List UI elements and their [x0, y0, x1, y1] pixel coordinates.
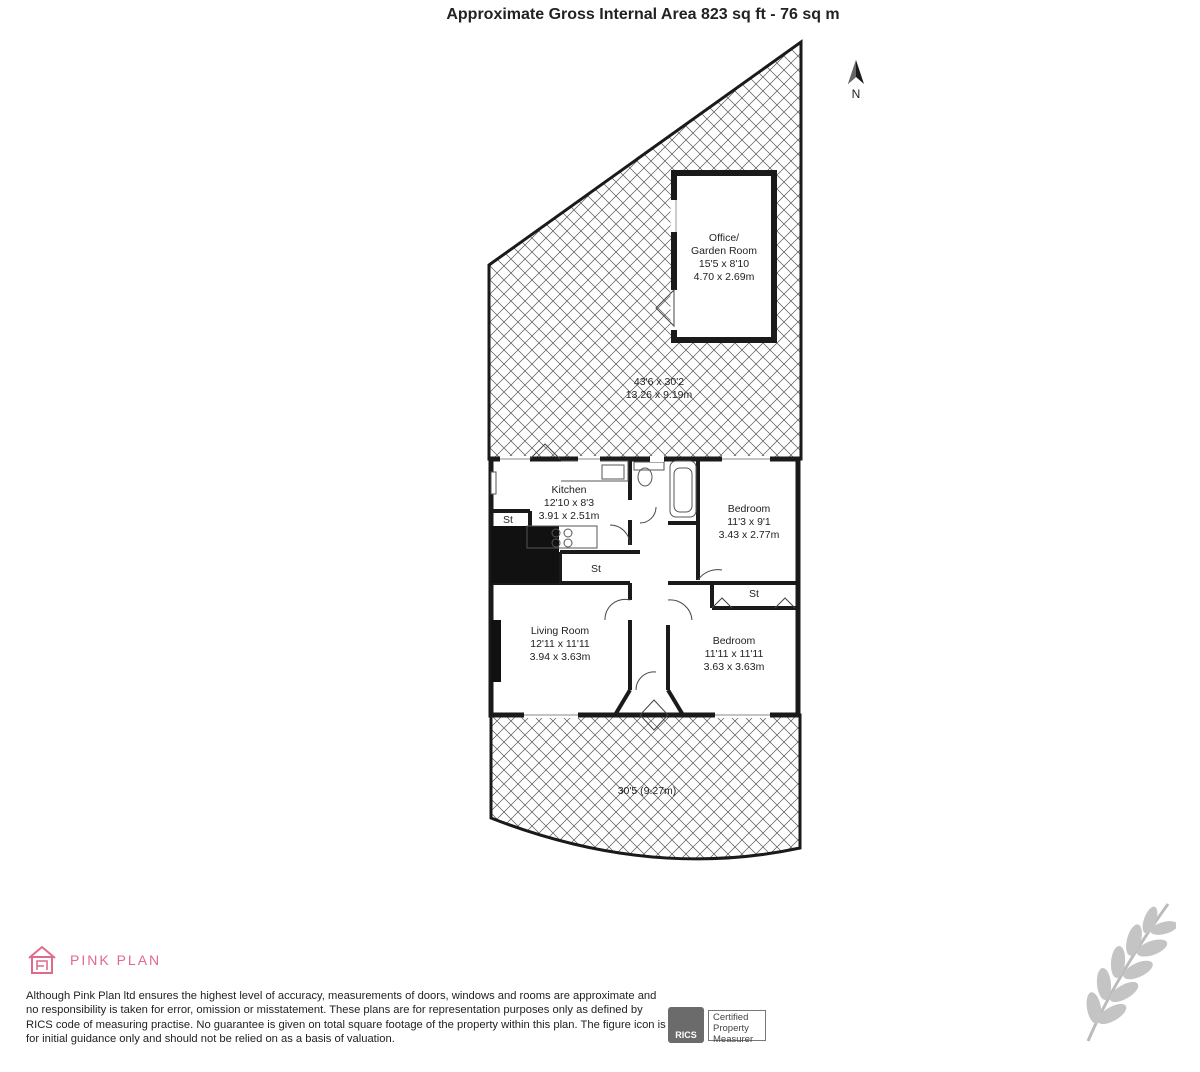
living-room-dims-imperial: 12'11 x 11'11	[530, 638, 590, 650]
brand	[26, 944, 161, 976]
fireplace	[491, 620, 501, 682]
disclaimer: Although Pink Plan ltd ensures the highest level of accuracy, measurements of doors, windows and rooms are approximate and no responsibility is taken for error, omission or misstatement. These plans are for representation purposes only as defined by RICS code of measuring practise. No guarantee is given on total square footage of the property within this plan. The figure icon is for initial guidance only and should not be relied on as a basis of valuation.	[26, 990, 666, 1046]
kitchen-dims-metric: 3.91 x 2.51m	[538, 510, 600, 522]
rear-garden-dims-metric: 13.26 x 9.19m	[625, 389, 693, 401]
rics-line-2: Property	[713, 1022, 749, 1034]
bedroom2-name: Bedroom	[712, 635, 756, 647]
chimney-block	[491, 526, 559, 583]
house-footprint	[491, 459, 798, 715]
living-room-name: Living Room	[530, 625, 590, 637]
store-bedroom-label: St	[749, 588, 759, 600]
office-dims-metric: 4.70 x 2.69m	[693, 271, 755, 283]
office-name-1: Office/	[708, 232, 740, 244]
rear-garden-dims-imperial: 43'6 x 30'2	[633, 376, 685, 388]
rics-logo-icon: RICS	[668, 1007, 704, 1043]
rics-line-1: Certified	[713, 1011, 749, 1023]
kitchen-name: Kitchen	[551, 484, 587, 496]
rics-line-3: Measurer	[713, 1033, 754, 1045]
page-title: Approximate Gross Internal Area 823 sq ft - 76 sq m	[446, 6, 840, 23]
office-name-2: Garden Room	[691, 245, 757, 257]
office-dims-imperial: 15'5 x 8'10	[698, 258, 750, 270]
north-arrow-icon	[848, 60, 864, 84]
brand-name: PINK PLAN	[70, 952, 162, 968]
living-room-dims-metric: 3.94 x 3.63m	[529, 651, 591, 663]
bedroom1-dims-metric: 3.43 x 2.77m	[718, 529, 780, 541]
leaf-branch-icon	[1076, 896, 1176, 1046]
store-hall-label: St	[591, 563, 601, 575]
rics-badge	[668, 1007, 766, 1043]
kitchen-dims-imperial: 12'10 x 8'3	[543, 497, 595, 509]
rics-certification	[708, 1010, 766, 1045]
store-kitchen-label: St	[503, 514, 513, 526]
bedroom2-dims-metric: 3.63 x 3.63m	[703, 661, 765, 673]
house-logo-icon	[26, 944, 58, 976]
front-garden-dims: 30'5 (9.27m)	[617, 785, 677, 797]
compass-label: N	[851, 87, 861, 101]
bedroom1-name: Bedroom	[727, 503, 771, 515]
bedroom2-dims-imperial: 11'11 x 11'11	[704, 648, 764, 660]
bedroom1-dims-imperial: 11'3 x 9'1	[727, 516, 771, 528]
